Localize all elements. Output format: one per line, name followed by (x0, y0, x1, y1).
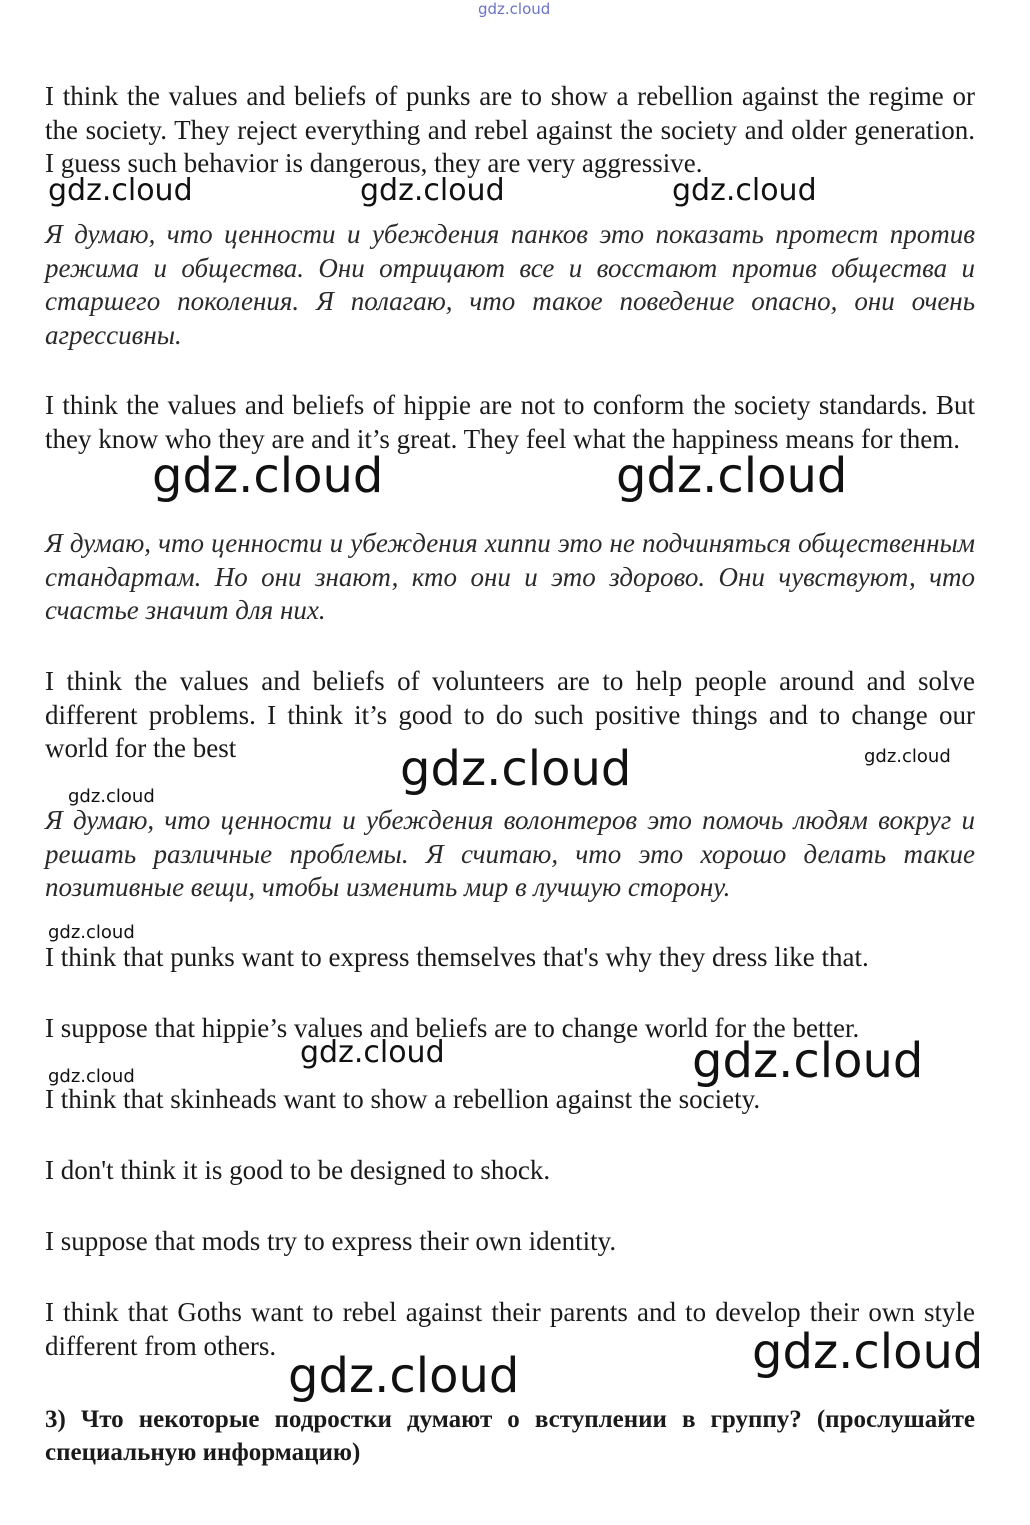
sentence-shock: I don't think it is good to be designed to shock. (45, 1155, 551, 1185)
watermark-text: gdz.cloud (692, 1033, 924, 1089)
watermark-text: gdz.cloud (48, 1066, 135, 1087)
paragraph-punks-en: I think the values and beliefs of punks are to show a rebellion against the regime or the society. They reject everything and rebel against the society and older generation. I guess such behavior is dangerous, they are very aggressive. (45, 81, 975, 178)
watermark-text: gdz.cloud (864, 746, 951, 767)
paragraph-punks-ru: Я думаю, что ценности и убеждения панков это показать протест против режима и общества. Они отрицают все и восстают против общества и старшего поколения. Я полагаю, что такое поведение опасно, они очень агрессивны. (45, 219, 975, 350)
sentence-goths: I think that Goths want to rebel against their parents and to develop their own style different from others. (45, 1297, 975, 1361)
paragraph-volunteers-ru: Я думаю, что ценности и убеждения волонтеров это помочь людям вокруг и решать различные проблемы. Я считаю, что это хорошо делать такие позитивные вещи, чтобы изменить мир в лучшую сторону. (45, 805, 975, 902)
watermark-text: gdz.cloud (68, 786, 155, 807)
sentence-punks: I think that punks want to express themselves that's why they dress like that. (45, 942, 869, 972)
watermark-text: gdz.cloud (48, 922, 135, 943)
sentence-hippie: I suppose that hippie’s values and beliefs are to change world for the better. (45, 1013, 860, 1043)
sentence-mods: I suppose that mods try to express their own identity. (45, 1226, 617, 1256)
task-3-heading: 3) Что некоторые подростки думают о вступлении в группу? (прослушайте специальную информацию) (45, 1406, 975, 1466)
watermark-text: gdz.cloud (152, 448, 384, 504)
watermark-text: gdz.cloud (400, 741, 632, 797)
watermark-text: gdz.cloud (616, 448, 848, 504)
paragraph-volunteers-en: I think the values and beliefs of volunteers are to help people around and solve different problems. I think it’s good to do such positive things and to change our world for the best (45, 666, 975, 763)
watermark-text: gdz.cloud (48, 173, 193, 208)
paragraph-hippie-ru: Я думаю, что ценности и убеждения хиппи это не подчиняться общественным стандартам. Но они знают, кто они и это здорово. Они чувствуют, что счастье значит для них. (45, 528, 975, 625)
watermark-text: gdz.cloud (360, 173, 505, 208)
watermark-text: gdz.cloud (752, 1324, 984, 1380)
watermark-text: gdz.cloud (300, 1035, 445, 1070)
sentence-skinheads: I think that skinheads want to show a rebellion against the society. (45, 1084, 761, 1114)
watermark-text: gdz.cloud (478, 0, 551, 18)
watermark-text: gdz.cloud (288, 1348, 520, 1404)
paragraph-hippie-en: I think the values and beliefs of hippie are not to conform the society standards. But they know who they are and it’s great. They feel what the happiness means for them. (45, 390, 975, 454)
watermark-text: gdz.cloud (672, 173, 817, 208)
